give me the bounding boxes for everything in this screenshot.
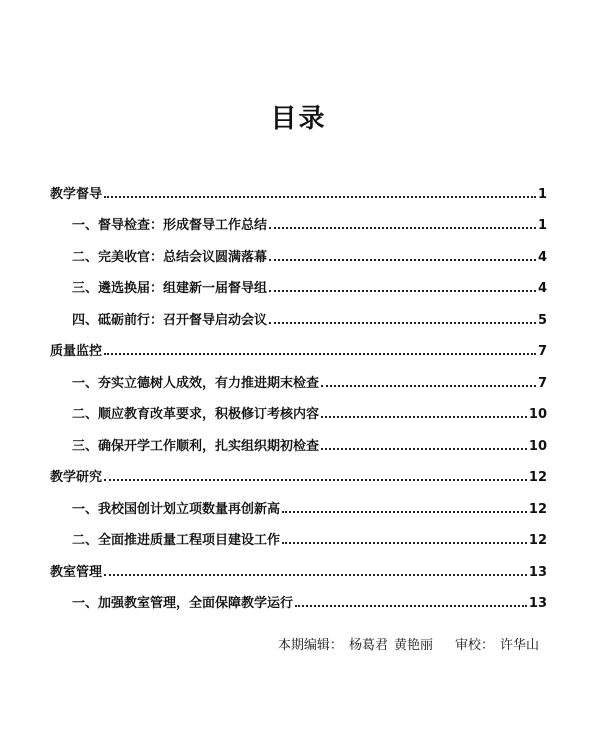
toc-entry[interactable] xyxy=(50,485,547,517)
toc-entry-label: 四、砥砺前行：召开督导启动会议 xyxy=(72,312,268,328)
page-title: 目录 xyxy=(270,104,327,134)
toc-entry[interactable] xyxy=(50,517,547,549)
editor-name: 黄艳丽 xyxy=(393,638,433,653)
reviewer-name: 许华山 xyxy=(499,638,539,653)
dot-leader xyxy=(295,605,527,607)
toc-entry[interactable] xyxy=(50,233,547,265)
toc-entry-label: 二、全面推进质量工程项目建设工作 xyxy=(72,533,281,548)
dot-leader xyxy=(282,511,527,513)
toc-entry-page: 7 xyxy=(537,344,547,359)
toc-entry[interactable] xyxy=(50,454,547,486)
toc-entry-label: 一、督导检查：形成督导工作总结 xyxy=(72,218,268,233)
toc-entry-page: 12 xyxy=(528,470,547,485)
toc-entry-label: 二、完美收官：总结会议圆满落幕 xyxy=(72,249,268,265)
dot-leader xyxy=(104,574,527,576)
dot-leader xyxy=(269,259,536,261)
toc-entry-label: 三、遴选换届：组建新一届督导组 xyxy=(72,281,268,296)
toc-entry-page: 1 xyxy=(537,186,547,202)
toc-entry[interactable] xyxy=(50,422,547,454)
dot-leader xyxy=(321,416,527,418)
dot-leader xyxy=(269,290,536,292)
toc-entry-label: 质量监控 xyxy=(50,344,103,359)
toc-entry-label: 教学研究 xyxy=(50,470,103,485)
toc-entry-page: 12 xyxy=(528,533,547,548)
toc-entry-label: 一、夯实立德树人成效，有力推进期末检查 xyxy=(72,375,320,391)
toc-entry-label: 一、加强教室管理，全面保障教学运行 xyxy=(72,596,294,611)
editor-name: 杨葛君 xyxy=(348,638,388,653)
toc-entry-label: 一、我校国创计划立项数量再创新高 xyxy=(72,501,281,517)
toc-entry[interactable] xyxy=(50,580,547,612)
dot-leader xyxy=(104,196,536,198)
toc-entry-page: 10 xyxy=(528,438,547,454)
toc-entry-page: 7 xyxy=(537,375,547,391)
toc-entry[interactable] xyxy=(50,359,547,391)
toc-entry-page: 13 xyxy=(528,596,547,611)
toc-entry-page: 1 xyxy=(537,218,547,233)
dot-leader xyxy=(321,448,527,450)
toc-entry-label: 三、确保开学工作顺利，扎实组织期初检查 xyxy=(72,438,320,454)
toc-entry-page: 10 xyxy=(528,407,547,422)
editorial-credits xyxy=(272,634,539,653)
dot-leader xyxy=(282,542,527,544)
toc-entry[interactable] xyxy=(50,391,547,423)
toc-entry[interactable] xyxy=(50,170,547,202)
toc-entry[interactable] xyxy=(50,202,547,234)
toc-entry-page: 12 xyxy=(528,501,547,517)
toc-entry[interactable] xyxy=(50,548,547,580)
dot-leader xyxy=(104,479,527,481)
toc-entry-page: 4 xyxy=(537,249,547,265)
toc-entry-page: 5 xyxy=(537,312,547,328)
toc-entry-label: 教学督导 xyxy=(50,186,103,202)
dot-leader xyxy=(321,385,536,387)
dot-leader xyxy=(104,353,536,355)
editors-label: 本期编辑： xyxy=(277,638,343,653)
toc-entry-page: 4 xyxy=(537,281,547,296)
reviewer-label: 审校： xyxy=(454,638,494,653)
dot-leader xyxy=(269,322,536,324)
toc-entry-page: 13 xyxy=(528,564,547,580)
toc-entry[interactable] xyxy=(50,328,547,360)
toc-entry-label: 二、顺应教育改革要求，积极修订考核内容 xyxy=(72,407,320,422)
dot-leader xyxy=(269,227,536,229)
toc-entry[interactable] xyxy=(50,296,547,328)
toc-entry[interactable] xyxy=(50,265,547,297)
toc-entry-label: 教室管理 xyxy=(50,564,103,580)
table-of-contents xyxy=(50,170,547,611)
